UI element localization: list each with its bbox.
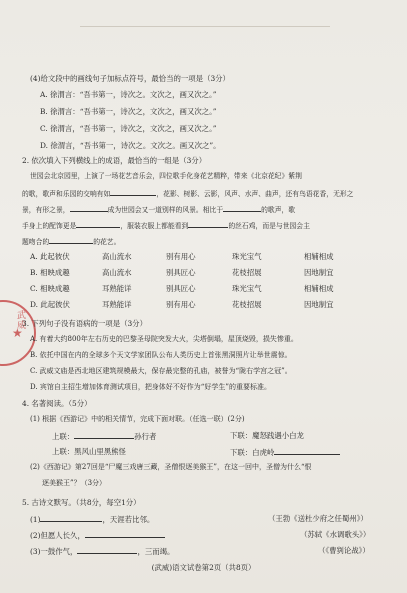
q5-line2: (2)但愿人长久， bbox=[30, 530, 165, 540]
couplet1-right: 下联：魔怒践遇小白龙 bbox=[230, 431, 304, 440]
couplet1-mid: 孙行者 bbox=[134, 432, 157, 441]
q2-passage-line1: 世园会北京园里，上演了一场花艺音乐会，四位歌手化身花艺精粹，带来《北京花纪》紫荆 bbox=[30, 172, 302, 180]
q4-option-b: B. 徐渭言：“吾书第一，诗次之，文次之，画又次之。” bbox=[40, 107, 217, 116]
couplet1-blank[interactable] bbox=[74, 431, 134, 439]
q2-a-3: 别有用心 bbox=[166, 252, 196, 261]
q2-b-4: 花枝招展 bbox=[232, 268, 262, 277]
couplet1 bbox=[52, 431, 156, 441]
q4-sub-stem: (4)给文段中的画线句子加标点符号，最恰当的一项是（3分） bbox=[30, 74, 230, 83]
q5-src-1: （王勃《送杜少府之任蜀州》） bbox=[268, 514, 368, 523]
q2-c-1: C. 相映成趣 bbox=[30, 284, 70, 293]
q5-blank-1[interactable] bbox=[40, 514, 102, 522]
q5-src-2: （苏轼《水调歌头》） bbox=[300, 530, 371, 539]
q2-d-3: 别有用心 bbox=[166, 300, 196, 309]
q2-c-2: 耳熟能详 bbox=[102, 284, 132, 293]
q4-sub1: (1) 根据《西游记》中的相关情节，完成下面对联。（任选一联）(2分) bbox=[30, 415, 245, 423]
q3-option-a: A. 有着大约800年左右历史的巴黎圣母院突发大火，尖塔倒塌，屋顶烧毁，损失惨重。 bbox=[30, 335, 298, 343]
couplet2-right: 下联：白虎岭 bbox=[230, 447, 340, 457]
q4-option-c: C. 徐渭言，“吾书第一，诗次之，文次之，画又次之。” bbox=[40, 124, 217, 133]
q3-stem: 3. 下列句子没有语病的一项是（3分） bbox=[22, 319, 147, 328]
q2-d-2: 耳熟能详 bbox=[102, 300, 132, 309]
q2-b-3: 别具匠心 bbox=[166, 268, 196, 277]
couplet2-left: 上联：黑风山里黑熊怪 bbox=[52, 447, 126, 456]
q2-d-5: 因地制宜 bbox=[304, 300, 334, 309]
seal-text: 武威 bbox=[15, 310, 25, 330]
q3-option-d: D. 宾馆自主招生增加体育测试项目，把身体好不好作为“好学生”的重要标准。 bbox=[30, 383, 271, 391]
q5-line3: (3)一鼓作气， ，三而竭。 bbox=[30, 547, 175, 556]
q5-src-3: （《曹刿论战》） bbox=[318, 546, 370, 555]
q2-passage-line5: 题吻合的 的花艺。 bbox=[22, 238, 121, 246]
page-footer: (武威)语文试卷第2页（共8页） bbox=[151, 563, 256, 572]
q2-c-4: 珠光宝气 bbox=[232, 284, 262, 293]
q5-blank-2[interactable] bbox=[85, 530, 165, 538]
q3-option-b: B. 依托中国在内的全球多个天文学家团队公布人类历史上首张黑洞照片让举世震惊。 bbox=[30, 351, 292, 359]
q4-sub2-line2: 逐美猴王”？（3分） bbox=[42, 479, 107, 487]
q2-c-3: 别具匠心 bbox=[166, 284, 196, 293]
q4-stem: 4. 名著阅读。（5分） bbox=[22, 399, 92, 408]
q2-b-5: 因地制宜 bbox=[304, 268, 334, 277]
top-divider bbox=[80, 26, 330, 27]
couplet2-blank[interactable] bbox=[274, 447, 340, 455]
q2-b-1: B. 相映成趣 bbox=[30, 268, 70, 277]
q2-c-5: 相辅相成 bbox=[304, 284, 334, 293]
q2-stem: 2. 依次填入下列横线上的成语，最恰当的一组是（3分） bbox=[22, 156, 207, 165]
q5-line1: (1) ，天涯若比邻。 bbox=[30, 515, 155, 524]
q2-a-1: A. 此起彼伏 bbox=[30, 252, 70, 261]
q2-passage-line2: 的歌，歌声和乐园的交响有如 ，花影、树影、云影，风声、水声、曲声，还有鸟语花香，无形之 bbox=[22, 190, 354, 198]
q2-d-1: D. 此起彼伏 bbox=[30, 300, 70, 309]
q2-d-4: 花枝招展 bbox=[232, 300, 262, 309]
q4-option-a: A. 徐渭言：“吾书第一，诗次之。文次之，画又次之。” bbox=[40, 90, 217, 99]
q2-passage-line3: 景，有形之景， 成为世园会又一道别样的风景。相比于 的歌声，歌 bbox=[22, 206, 296, 214]
q2-a-5: 相辅相成 bbox=[304, 252, 334, 261]
q2-a-2: 高山流水 bbox=[102, 252, 132, 261]
couplet1-left-label: 上联： bbox=[52, 432, 75, 441]
q2-a-4: 珠光宝气 bbox=[232, 252, 262, 261]
q2-passage-line4: 手身上的配饰更是 ，服装衣服上都能看到 的丝石鸡，而是与世园会主 bbox=[22, 222, 310, 230]
q4-option-d: D. 徐渭言，“吾书第一，诗次之。文次之。画又次之”。 bbox=[40, 141, 221, 150]
q5-blank-3[interactable] bbox=[77, 546, 137, 554]
seal-star-icon: ★ bbox=[12, 326, 23, 340]
q5-stem: 5. 古诗文默写。（共8分，每空1分） bbox=[22, 498, 141, 507]
q2-b-2: 高山流水 bbox=[102, 268, 132, 277]
q3-option-c: C. 武威文庙是西北地区建筑规模最大，保存最完整的孔庙，被誉为“陇右学宫之冠”。 bbox=[30, 367, 292, 375]
q4-sub2-line1: (2)《西游记》第27回是“尸魔三戏唐三藏，圣僧恨逐美猴王”，在这一回中，圣僧为什么“恨 bbox=[30, 463, 312, 471]
